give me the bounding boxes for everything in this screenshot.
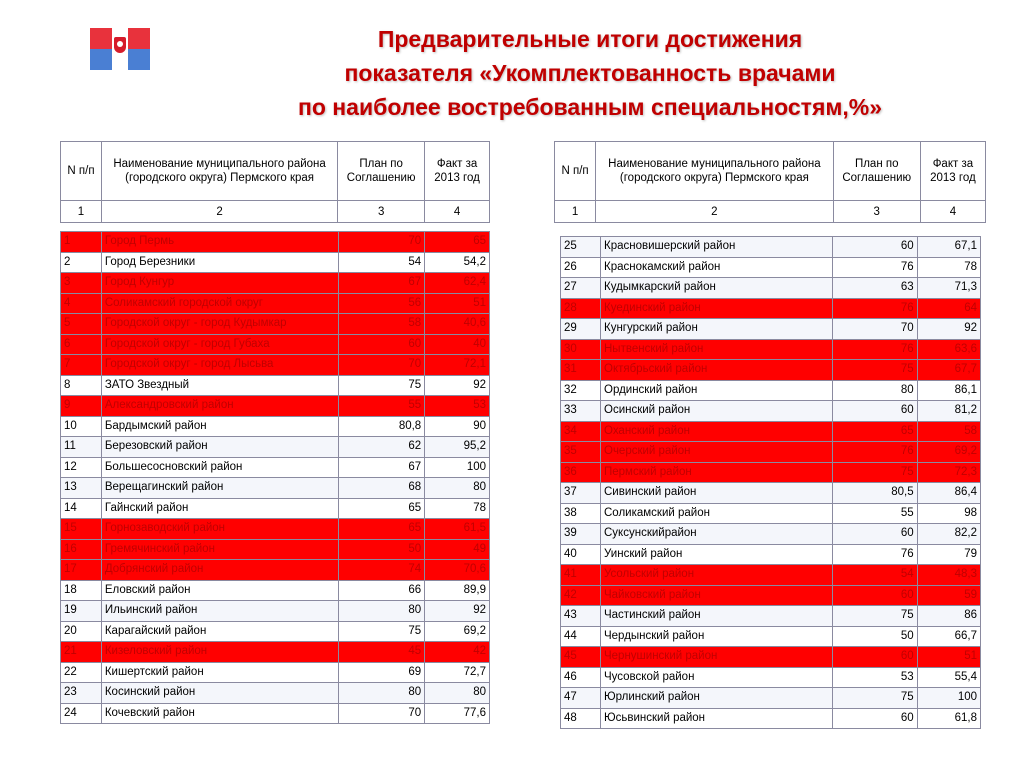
- row-district-name: Добрянский район: [101, 560, 338, 581]
- row-number: 7: [61, 355, 102, 376]
- row-fact-value: 69,2: [917, 442, 980, 463]
- table-row: [561, 524, 981, 545]
- table-row: [561, 339, 981, 360]
- row-fact-value: 61,5: [425, 519, 490, 540]
- table-row: [561, 237, 981, 258]
- row-fact-value: 100: [917, 688, 980, 709]
- row-district-name: Карагайский район: [101, 621, 338, 642]
- row-fact-value: 69,2: [425, 621, 490, 642]
- table-row: [61, 314, 490, 335]
- header-number: N п/п: [555, 142, 596, 201]
- row-plan-value: 76: [833, 339, 917, 360]
- row-fact-value: 100: [425, 457, 490, 478]
- row-district-name: Городской округ - город Кудымкар: [101, 314, 338, 335]
- row-fact-value: 59: [917, 585, 980, 606]
- row-fact-value: 78: [917, 257, 980, 278]
- row-district-name: Куединский район: [601, 298, 833, 319]
- row-district-name: Березовский район: [101, 437, 338, 458]
- row-plan-value: 74: [338, 560, 425, 581]
- row-number: 21: [61, 642, 102, 663]
- table-row: [61, 703, 490, 724]
- row-fact-value: 72,1: [425, 355, 490, 376]
- row-plan-value: 75: [833, 360, 917, 381]
- row-district-name: Краснокамский район: [601, 257, 833, 278]
- table-row: [61, 539, 490, 560]
- row-number: 10: [61, 416, 102, 437]
- row-plan-value: 75: [833, 462, 917, 483]
- row-fact-value: 40: [425, 334, 490, 355]
- page-title: [160, 22, 1020, 124]
- row-number: 11: [61, 437, 102, 458]
- row-plan-value: 70: [338, 703, 425, 724]
- row-number: 4: [61, 293, 102, 314]
- row-district-name: Соликамский район: [601, 503, 833, 524]
- table-row: [61, 273, 490, 294]
- row-fact-value: 71,3: [917, 278, 980, 299]
- right-data-table: [560, 236, 981, 729]
- row-district-name: Соликамский городской округ: [101, 293, 338, 314]
- row-number: 22: [61, 662, 102, 683]
- table-row: [561, 483, 981, 504]
- row-plan-value: 76: [833, 257, 917, 278]
- row-fact-value: 61,8: [917, 708, 980, 729]
- table-row: [61, 498, 490, 519]
- table-row: [61, 375, 490, 396]
- row-district-name: Чердынский район: [601, 626, 833, 647]
- row-plan-value: 62: [338, 437, 425, 458]
- row-number: 47: [561, 688, 601, 709]
- left-table-header: [60, 141, 490, 223]
- row-plan-value: 70: [338, 355, 425, 376]
- row-fact-value: 92: [917, 319, 980, 340]
- table-row: [61, 560, 490, 581]
- row-fact-value: 66,7: [917, 626, 980, 647]
- row-plan-value: 60: [833, 585, 917, 606]
- row-plan-value: 80: [833, 380, 917, 401]
- row-fact-value: 42: [425, 642, 490, 663]
- row-number: 27: [561, 278, 601, 299]
- row-plan-value: 60: [833, 524, 917, 545]
- table-row: [61, 416, 490, 437]
- row-fact-value: 98: [917, 503, 980, 524]
- table-row: [561, 544, 981, 565]
- row-district-name: Ординский район: [601, 380, 833, 401]
- row-district-name: Городской округ - город Лысьва: [101, 355, 338, 376]
- bear-emblem-icon: [114, 37, 126, 53]
- row-district-name: Усольский район: [601, 565, 833, 586]
- row-district-name: ЗАТО Звездный: [101, 375, 338, 396]
- row-district-name: Верещагинский район: [101, 478, 338, 499]
- row-plan-value: 55: [338, 396, 425, 417]
- row-district-name: Кунгурский район: [601, 319, 833, 340]
- title-line-3: по наиболее востребованным специальностям,%»: [297, 94, 883, 120]
- row-plan-value: 60: [833, 237, 917, 258]
- row-plan-value: 70: [338, 232, 425, 253]
- row-district-name: Уинский район: [601, 544, 833, 565]
- table-row: [561, 647, 981, 668]
- row-district-name: Большесосновский район: [101, 457, 338, 478]
- header-index-2: 2: [596, 201, 834, 223]
- row-number: 44: [561, 626, 601, 647]
- row-plan-value: 67: [338, 273, 425, 294]
- row-plan-value: 75: [338, 621, 425, 642]
- table-row: [561, 401, 981, 422]
- row-plan-value: 75: [833, 606, 917, 627]
- table-row: [561, 319, 981, 340]
- header-index-1: 1: [61, 201, 102, 223]
- row-district-name: Александровский район: [101, 396, 338, 417]
- row-plan-value: 80: [338, 683, 425, 704]
- row-district-name: Кишертский район: [101, 662, 338, 683]
- table-row: [61, 519, 490, 540]
- row-fact-value: 82,2: [917, 524, 980, 545]
- row-number: 46: [561, 667, 601, 688]
- row-plan-value: 60: [833, 401, 917, 422]
- row-district-name: Суксунскийрайон: [601, 524, 833, 545]
- left-data-table: [60, 231, 490, 724]
- table-row: [61, 396, 490, 417]
- row-district-name: Очерский район: [601, 442, 833, 463]
- row-number: 20: [61, 621, 102, 642]
- row-plan-value: 63: [833, 278, 917, 299]
- row-fact-value: 58: [917, 421, 980, 442]
- row-plan-value: 50: [338, 539, 425, 560]
- row-district-name: Октябрьский район: [601, 360, 833, 381]
- row-number: 40: [561, 544, 601, 565]
- row-fact-value: 65: [425, 232, 490, 253]
- row-district-name: Пермский район: [601, 462, 833, 483]
- table-row: [561, 503, 981, 524]
- row-number: 33: [561, 401, 601, 422]
- row-plan-value: 80,8: [338, 416, 425, 437]
- row-fact-value: 92: [425, 375, 490, 396]
- table-row: [61, 437, 490, 458]
- row-fact-value: 79: [917, 544, 980, 565]
- row-plan-value: 70: [833, 319, 917, 340]
- table-row: [561, 462, 981, 483]
- row-fact-value: 89,9: [425, 580, 490, 601]
- row-district-name: Юсьвинский район: [601, 708, 833, 729]
- header-number: N п/п: [61, 142, 102, 201]
- row-plan-value: 54: [833, 565, 917, 586]
- header-plan: План по Соглашению: [833, 142, 920, 201]
- row-number: 32: [561, 380, 601, 401]
- row-number: 45: [561, 647, 601, 668]
- row-number: 3: [61, 273, 102, 294]
- row-number: 41: [561, 565, 601, 586]
- row-number: 15: [61, 519, 102, 540]
- row-number: 37: [561, 483, 601, 504]
- table-row: [561, 421, 981, 442]
- header-name: Наименование муниципального района (городского округа) Пермского края: [101, 142, 337, 201]
- row-number: 29: [561, 319, 601, 340]
- row-fact-value: 92: [425, 601, 490, 622]
- row-district-name: Кочевский район: [101, 703, 338, 724]
- header-index-3: 3: [833, 201, 920, 223]
- row-number: 19: [61, 601, 102, 622]
- row-plan-value: 68: [338, 478, 425, 499]
- row-district-name: Косинский район: [101, 683, 338, 704]
- table-row: [561, 708, 981, 729]
- row-fact-value: 55,4: [917, 667, 980, 688]
- row-plan-value: 60: [833, 708, 917, 729]
- row-district-name: Гремячинский район: [101, 539, 338, 560]
- row-fact-value: 63,6: [917, 339, 980, 360]
- table-row: [61, 601, 490, 622]
- row-number: 39: [561, 524, 601, 545]
- row-district-name: Нытвенский район: [601, 339, 833, 360]
- row-district-name: Город Березники: [101, 252, 338, 273]
- row-number: 23: [61, 683, 102, 704]
- row-number: 28: [561, 298, 601, 319]
- right-table-header: [554, 141, 986, 223]
- perm-krai-flag-logo: [90, 28, 150, 70]
- row-plan-value: 69: [338, 662, 425, 683]
- table-row: [561, 360, 981, 381]
- row-fact-value: 53: [425, 396, 490, 417]
- row-plan-value: 60: [833, 647, 917, 668]
- row-number: 34: [561, 421, 601, 442]
- row-district-name: Еловский район: [101, 580, 338, 601]
- row-number: 5: [61, 314, 102, 335]
- row-plan-value: 76: [833, 298, 917, 319]
- table-row: [561, 257, 981, 278]
- row-fact-value: 54,2: [425, 252, 490, 273]
- table-row: [561, 626, 981, 647]
- row-district-name: Чайковский район: [601, 585, 833, 606]
- row-number: 18: [61, 580, 102, 601]
- row-number: 30: [561, 339, 601, 360]
- row-fact-value: 70,6: [425, 560, 490, 581]
- row-plan-value: 50: [833, 626, 917, 647]
- row-district-name: Осинский район: [601, 401, 833, 422]
- row-plan-value: 60: [338, 334, 425, 355]
- table-row: [61, 355, 490, 376]
- row-plan-value: 76: [833, 442, 917, 463]
- row-fact-value: 81,2: [917, 401, 980, 422]
- row-plan-value: 75: [338, 375, 425, 396]
- row-number: 43: [561, 606, 601, 627]
- row-district-name: Чернушинский район: [601, 647, 833, 668]
- table-row: [561, 278, 981, 299]
- row-plan-value: 65: [338, 498, 425, 519]
- row-number: 25: [561, 237, 601, 258]
- table-row: [561, 380, 981, 401]
- row-district-name: Частинский район: [601, 606, 833, 627]
- row-district-name: Городской округ - город Губаха: [101, 334, 338, 355]
- row-district-name: Чусовской район: [601, 667, 833, 688]
- header-name: Наименование муниципального района (городского округа) Пермского края: [596, 142, 834, 201]
- row-fact-value: 49: [425, 539, 490, 560]
- row-plan-value: 76: [833, 544, 917, 565]
- row-fact-value: 80: [425, 683, 490, 704]
- header-plan: План по Соглашению: [338, 142, 425, 201]
- row-fact-value: 67,7: [917, 360, 980, 381]
- row-number: 12: [61, 457, 102, 478]
- row-district-name: Оханский район: [601, 421, 833, 442]
- row-fact-value: 86,1: [917, 380, 980, 401]
- row-plan-value: 67: [338, 457, 425, 478]
- row-number: 36: [561, 462, 601, 483]
- table-row: [61, 293, 490, 314]
- row-plan-value: 58: [338, 314, 425, 335]
- table-row: [61, 232, 490, 253]
- header-fact: Факт за 2013 год: [920, 142, 985, 201]
- row-number: 31: [561, 360, 601, 381]
- table-row: [561, 688, 981, 709]
- table-row: [61, 252, 490, 273]
- row-district-name: Красновишерский район: [601, 237, 833, 258]
- row-number: 6: [61, 334, 102, 355]
- row-plan-value: 80: [338, 601, 425, 622]
- row-number: 1: [61, 232, 102, 253]
- title-line-2: показателя «Укомплектованность врачами: [344, 60, 836, 86]
- row-plan-value: 65: [833, 421, 917, 442]
- row-plan-value: 75: [833, 688, 917, 709]
- row-number: 48: [561, 708, 601, 729]
- table-row: [61, 478, 490, 499]
- row-fact-value: 77,6: [425, 703, 490, 724]
- table-row: [561, 585, 981, 606]
- table-row: [561, 565, 981, 586]
- row-number: 9: [61, 396, 102, 417]
- row-district-name: Юрлинский район: [601, 688, 833, 709]
- row-fact-value: 95,2: [425, 437, 490, 458]
- header-index-3: 3: [338, 201, 425, 223]
- row-number: 42: [561, 585, 601, 606]
- table-row: [61, 642, 490, 663]
- row-plan-value: 56: [338, 293, 425, 314]
- row-plan-value: 80,5: [833, 483, 917, 504]
- row-district-name: Горнозаводский район: [101, 519, 338, 540]
- table-row: [561, 298, 981, 319]
- row-plan-value: 53: [833, 667, 917, 688]
- row-fact-value: 51: [917, 647, 980, 668]
- row-fact-value: 67,1: [917, 237, 980, 258]
- row-fact-value: 86: [917, 606, 980, 627]
- table-row: [61, 334, 490, 355]
- row-number: 2: [61, 252, 102, 273]
- row-fact-value: 62,4: [425, 273, 490, 294]
- table-row: [61, 683, 490, 704]
- table-row: [561, 606, 981, 627]
- table-row: [61, 621, 490, 642]
- table-row: [61, 662, 490, 683]
- header-index-4: 4: [920, 201, 985, 223]
- row-district-name: Кизеловский район: [101, 642, 338, 663]
- row-fact-value: 40,6: [425, 314, 490, 335]
- row-fact-value: 48,3: [917, 565, 980, 586]
- header-fact: Факт за 2013 год: [425, 142, 490, 201]
- row-fact-value: 72,3: [917, 462, 980, 483]
- row-district-name: Бардымский район: [101, 416, 338, 437]
- row-fact-value: 80: [425, 478, 490, 499]
- table-row: [561, 442, 981, 463]
- row-district-name: Ильинский район: [101, 601, 338, 622]
- row-plan-value: 66: [338, 580, 425, 601]
- row-plan-value: 45: [338, 642, 425, 663]
- row-plan-value: 55: [833, 503, 917, 524]
- row-number: 17: [61, 560, 102, 581]
- row-fact-value: 51: [425, 293, 490, 314]
- row-number: 16: [61, 539, 102, 560]
- row-number: 24: [61, 703, 102, 724]
- table-row: [61, 457, 490, 478]
- table-row: [561, 667, 981, 688]
- row-fact-value: 72,7: [425, 662, 490, 683]
- row-number: 35: [561, 442, 601, 463]
- row-district-name: Сивинский район: [601, 483, 833, 504]
- table-row: [61, 580, 490, 601]
- row-number: 14: [61, 498, 102, 519]
- row-district-name: Кудымкарский район: [601, 278, 833, 299]
- row-number: 38: [561, 503, 601, 524]
- row-plan-value: 65: [338, 519, 425, 540]
- row-number: 13: [61, 478, 102, 499]
- row-fact-value: 78: [425, 498, 490, 519]
- row-fact-value: 90: [425, 416, 490, 437]
- row-district-name: Город Пермь: [101, 232, 338, 253]
- header-index-1: 1: [555, 201, 596, 223]
- row-plan-value: 54: [338, 252, 425, 273]
- row-number: 8: [61, 375, 102, 396]
- row-district-name: Гайнский район: [101, 498, 338, 519]
- title-line-1: Предварительные итоги достижения: [377, 26, 803, 52]
- row-number: 26: [561, 257, 601, 278]
- row-fact-value: 64: [917, 298, 980, 319]
- row-fact-value: 86,4: [917, 483, 980, 504]
- row-district-name: Город Кунгур: [101, 273, 338, 294]
- header-index-4: 4: [425, 201, 490, 223]
- header-index-2: 2: [101, 201, 337, 223]
